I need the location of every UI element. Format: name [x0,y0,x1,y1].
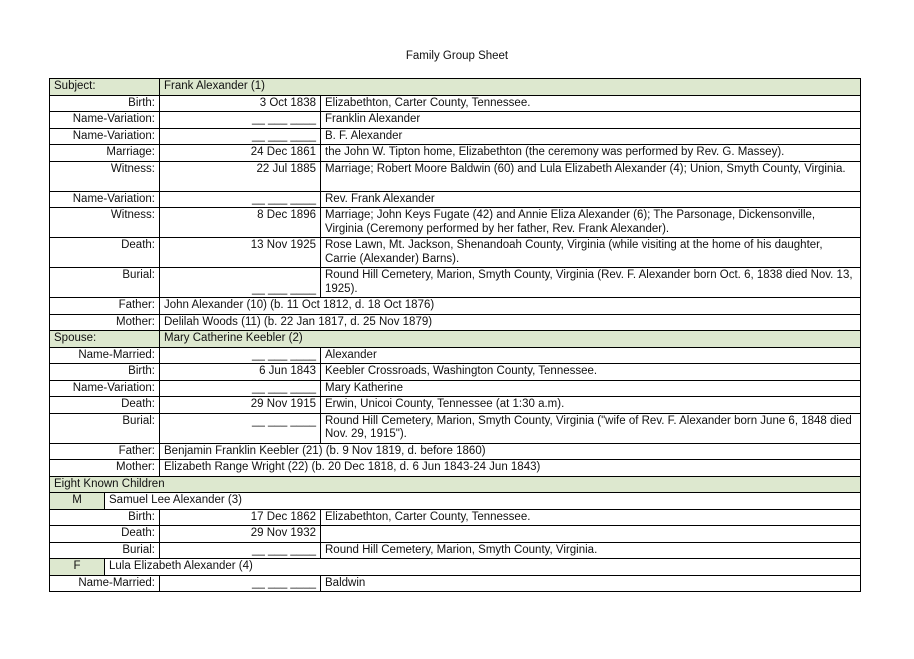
event-label: Witness: [50,161,160,191]
table-row [50,413,861,443]
event-label: Burial: [50,268,160,298]
subject-name: Frank Alexander (1) [160,79,861,96]
event-detail: Rose Lawn, Mt. Jackson, Shenandoah County, Virginia (while visiting at the home of his daughter, Carrie (Alexander) Barns). [321,238,861,268]
father-row [50,443,861,460]
event-detail: B. F. Alexander [321,128,861,145]
event-label: Name-Variation: [50,191,160,208]
event-detail: Elizabethton, Carter County, Tennessee. [321,509,861,526]
event-label: Burial: [50,542,160,559]
table-row [50,509,861,526]
event-detail: Rev. Frank Alexander [321,191,861,208]
child-sex: F [50,559,105,576]
child-sex: M [50,493,105,510]
table-row [50,95,861,112]
event-label: Name-Variation: [50,380,160,397]
mother-row [50,460,861,477]
family-group-table [49,78,861,592]
event-date: __ ___ ____ [160,128,321,145]
mother-label: Mother: [50,460,160,477]
event-detail: Round Hill Cemetery, Marion, Smyth County, Virginia ("wife of Rev. F. Alexander born June 6, 1848 died Nov. 29, 1915"). [321,413,861,443]
child-name: Samuel Lee Alexander (3) [105,493,861,510]
table-row [50,575,861,592]
table-row [50,128,861,145]
father-row [50,298,861,315]
event-date: 29 Nov 1915 [160,397,321,414]
event-detail: Round Hill Cemetery, Marion, Smyth County, Virginia. [321,542,861,559]
father-value: John Alexander (10) (b. 11 Oct 1812, d. 18 Oct 1876) [160,298,861,315]
event-detail: Mary Katherine [321,380,861,397]
event-detail: Marriage; John Keys Fugate (42) and Annie Eliza Alexander (6); The Parsonage, Dickensonville, Virginia (Ceremony performed by her father, Rev. Frank Alexander). [321,208,861,238]
event-detail: Marriage; Robert Moore Baldwin (60) and Lula Elizabeth Alexander (4); Union, Smyth County, Virginia. [321,161,861,191]
event-date: __ ___ ____ [160,542,321,559]
event-label: Name-Variation: [50,112,160,129]
event-detail: the John W. Tipton home, Elizabethton (the ceremony was performed by Rev. G. Massey). [321,145,861,162]
subject-label: Subject: [50,79,160,96]
event-detail: Alexander [321,347,861,364]
event-date: 13 Nov 1925 [160,238,321,268]
event-date: __ ___ ____ [160,575,321,592]
children-header-row [50,476,861,493]
event-label: Death: [50,526,160,543]
table-row [50,191,861,208]
event-detail: Franklin Alexander [321,112,861,129]
mother-row [50,314,861,331]
event-detail: Elizabethton, Carter County, Tennessee. [321,95,861,112]
table-row [50,208,861,238]
event-date: __ ___ ____ [160,413,321,443]
event-date: 17 Dec 1862 [160,509,321,526]
event-date: 22 Jul 1885 [160,161,321,191]
event-date: __ ___ ____ [160,347,321,364]
table-row [50,238,861,268]
event-label: Name-Married: [50,575,160,592]
event-label: Death: [50,238,160,268]
mother-value: Elizabeth Range Wright (22) (b. 20 Dec 1818, d. 6 Jun 1843-24 Jun 1843) [160,460,861,477]
event-label: Birth: [50,509,160,526]
event-detail: Round Hill Cemetery, Marion, Smyth County, Virginia (Rev. F. Alexander born Oct. 6, 1838 died Nov. 13, 1925). [321,268,861,298]
event-date: 29 Nov 1932 [160,526,321,543]
event-detail: Baldwin [321,575,861,592]
event-detail: Keebler Crossroads, Washington County, Tennessee. [321,364,861,381]
table-row [50,145,861,162]
father-value: Benjamin Franklin Keebler (21) (b. 9 Nov 1819, d. before 1860) [160,443,861,460]
table-row [50,397,861,414]
spouse-header-row [50,331,861,348]
father-label: Father: [50,298,160,315]
page-title: Family Group Sheet [405,50,509,62]
event-label: Name-Married: [50,347,160,364]
event-date: 6 Jun 1843 [160,364,321,381]
event-date: __ ___ ____ [160,268,321,298]
child-header-row [50,559,861,576]
child-name: Lula Elizabeth Alexander (4) [105,559,861,576]
table-row [50,161,861,191]
spouse-name: Mary Catherine Keebler (2) [160,331,861,348]
event-label: Death: [50,397,160,414]
table-row [50,380,861,397]
event-date: 3 Oct 1838 [160,95,321,112]
event-date: __ ___ ____ [160,112,321,129]
child-header-row [50,493,861,510]
event-label: Name-Variation: [50,128,160,145]
mother-label: Mother: [50,314,160,331]
father-label: Father: [50,443,160,460]
spouse-label: Spouse: [50,331,160,348]
event-label: Witness: [50,208,160,238]
table-row [50,526,861,543]
event-label: Birth: [50,95,160,112]
table-row [50,542,861,559]
event-date: __ ___ ____ [160,380,321,397]
table-row [50,112,861,129]
event-date: __ ___ ____ [160,191,321,208]
event-label: Birth: [50,364,160,381]
event-detail: Erwin, Unicoi County, Tennessee (at 1:30 a.m). [321,397,861,414]
event-date: 24 Dec 1861 [160,145,321,162]
mother-value: Delilah Woods (11) (b. 22 Jan 1817, d. 25 Nov 1879) [160,314,861,331]
table-row [50,347,861,364]
subject-header-row [50,79,861,96]
table-row [50,364,861,381]
table-row [50,268,861,298]
event-date: 8 Dec 1896 [160,208,321,238]
event-label: Burial: [50,413,160,443]
event-detail [321,526,861,543]
children-header: Eight Known Children [50,476,861,493]
event-label: Marriage: [50,145,160,162]
